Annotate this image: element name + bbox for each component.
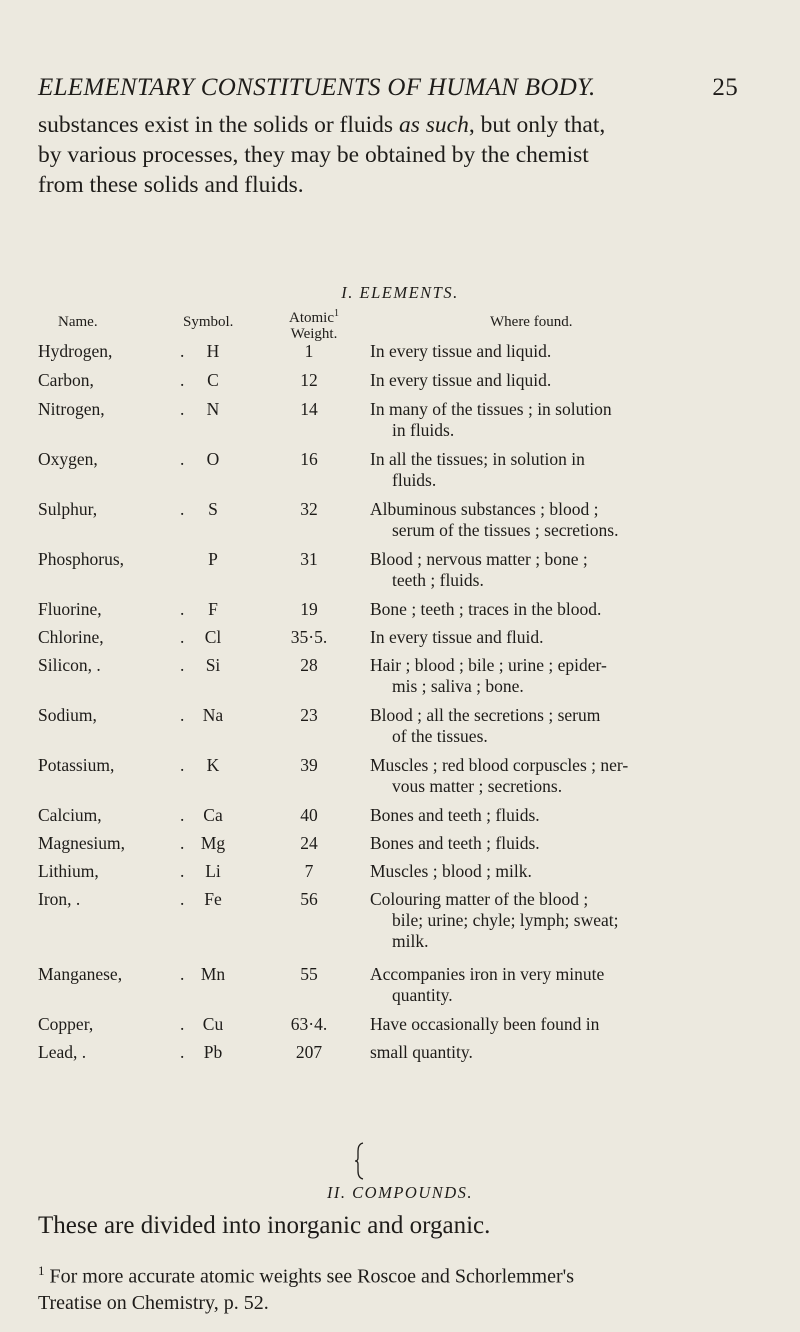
atomic-weight: 14 [300, 399, 318, 419]
where-found [370, 805, 754, 826]
where-found-line: In all the tissues; in solution in [370, 449, 585, 469]
atomic-weight: 39 [300, 755, 318, 775]
where-found [370, 861, 754, 882]
atomic-weight: 19 [300, 599, 318, 619]
element-symbol: Pb [203, 1042, 223, 1062]
where-found-line: Bones and teeth ; fluids. [370, 833, 540, 853]
where-found-line: Bone ; teeth ; traces in the blood. [370, 599, 602, 619]
element-name: Lithium, [38, 861, 99, 881]
element-name: Iron, . [38, 889, 81, 909]
intro-line-2: by various processes, they may be obtained by the chemist [38, 142, 589, 168]
where-found-line: Bones and teeth ; fluids. [370, 805, 540, 825]
element-symbol: Si [205, 655, 221, 675]
atomic-weight: 16 [300, 449, 318, 469]
footnote: $^1$ For more accurate atomic weights see Roscoe and Schorlemmer's Treatise on Chemistry, p. 52. [38, 1263, 575, 1314]
where-found-line: In every tissue and liquid. [370, 341, 552, 361]
element-name: Carbon, [38, 370, 94, 390]
atomic-weight: 63·4. [290, 1014, 328, 1034]
leader-dot: . [180, 755, 185, 775]
where-found-line: mis ; saliva ; bone. [392, 676, 524, 696]
where-found [370, 655, 754, 697]
section-title-compounds: II. COMPOUNDS. [326, 1183, 474, 1202]
atomic-weight: 40 [300, 805, 318, 825]
leader-dot: . [180, 1014, 185, 1034]
where-found-line: Blood ; all the secretions ; serum [370, 705, 601, 725]
element-symbol: F [208, 599, 218, 619]
atomic-weight: 23 [300, 705, 318, 725]
column-header-where: Where found. [490, 314, 573, 330]
element-name: Potassium, [38, 755, 115, 775]
column-header-symbol: Symbol. [183, 314, 234, 330]
where-found [370, 627, 754, 648]
element-name: Manganese, [38, 964, 123, 984]
where-found [370, 1042, 754, 1063]
intro-line-3: from these solids and fluids. [38, 172, 304, 198]
where-found [370, 705, 754, 747]
atomic-weight: 12 [300, 370, 318, 390]
element-symbol: Cl [204, 627, 222, 647]
atomic-weight: 32 [300, 499, 318, 519]
where-found [370, 499, 754, 541]
where-found [370, 889, 754, 952]
element-symbol: O [206, 449, 220, 469]
element-symbol: Na [202, 705, 224, 725]
where-found-line: Albuminous substances ; blood ; [370, 499, 599, 519]
element-symbol: K [206, 755, 220, 775]
leader-dot: . [180, 705, 185, 725]
atomic-weight: 7 [304, 861, 314, 881]
element-symbol: Li [205, 861, 221, 881]
leader-dot: . [180, 1042, 185, 1062]
where-found [370, 399, 754, 441]
where-found-line: Blood ; nervous matter ; bone ; [370, 549, 588, 569]
atomic-weight: 207 [295, 1042, 323, 1062]
leader-dot: . [180, 370, 185, 390]
compounds-text: These are divided into inorganic and organic. [38, 1212, 491, 1239]
element-name: Nitrogen, [38, 399, 105, 419]
section-title-elements: I. ELEMENTS. [341, 283, 459, 302]
element-name: Chlorine, [38, 627, 104, 647]
page-number: 25 [712, 74, 738, 101]
atomic-weight: 1 [304, 341, 314, 361]
footnote-mark: 1 [334, 308, 339, 319]
leader-dot: . [180, 499, 185, 519]
where-found [370, 370, 754, 391]
column-header-weight: Atomic$^1$ Weight. [289, 308, 339, 342]
where-found [370, 755, 754, 797]
where-found-line: Muscles ; red blood corpuscles ; ner- [370, 755, 629, 775]
where-found-line: Accompanies iron in very minute [370, 964, 605, 984]
footnote-number: 1 [38, 1263, 45, 1278]
where-found-line: In every tissue and fluid. [370, 627, 544, 647]
running-title: ELEMENTARY CONSTITUENTS OF HUMAN BODY. [38, 74, 596, 101]
where-found-line: In every tissue and liquid. [370, 370, 552, 390]
where-found [370, 599, 754, 620]
atomic-weight: 55 [300, 964, 318, 984]
element-symbol: Mn [200, 964, 226, 984]
where-found [370, 449, 754, 491]
where-found-line: Hair ; blood ; bile ; urine ; epider- [370, 655, 607, 675]
element-symbol: C [207, 370, 219, 390]
leader-dot: . [180, 889, 185, 909]
column-header-name: Name. [58, 314, 98, 330]
leader-dot: . [180, 449, 185, 469]
leader-dot: . [180, 861, 185, 881]
running-header [38, 74, 738, 102]
where-found [370, 549, 754, 591]
intro-line-1: substances exist in the solids or fluids as such, but only that, [38, 112, 606, 138]
where-found-line: Muscles ; blood ; milk. [370, 861, 532, 881]
where-found-line: bile; urine; chyle; lymph; sweat; [392, 910, 619, 930]
leader-dot: . [180, 833, 185, 853]
where-found-line: quantity. [392, 985, 453, 1005]
where-found-line: Colouring matter of the blood ; [370, 889, 589, 909]
where-found-line: vous matter ; secretions. [392, 776, 563, 796]
where-found-line: fluids. [392, 470, 437, 490]
where-found-line: teeth ; fluids. [392, 570, 484, 590]
where-found [370, 341, 754, 362]
atomic-weight: 35·5. [290, 627, 328, 647]
emphasis: as such [398, 112, 469, 138]
where-found-line: serum of the tissues ; secretions. [392, 520, 619, 540]
where-found [370, 964, 754, 1006]
leader-dot: . [180, 627, 185, 647]
element-name: Calcium, [38, 805, 102, 825]
leader-dot: . [180, 655, 185, 675]
atomic-weight: 28 [300, 655, 318, 675]
where-found [370, 833, 754, 854]
element-symbol: H [206, 341, 220, 361]
leader-dot: . [180, 805, 185, 825]
element-symbol: Mg [200, 833, 226, 853]
atomic-weight: 56 [300, 889, 318, 909]
element-name: Sulphur, [38, 499, 98, 519]
leader-dot: . [180, 964, 185, 984]
where-found-line: in fluids. [392, 420, 455, 440]
element-name: Hydrogen, [38, 341, 113, 361]
element-name: Oxygen, [38, 449, 98, 469]
element-name: Phosphorus, [38, 549, 125, 569]
where-found-line: small quantity. [370, 1042, 473, 1062]
brace-mark [354, 1141, 364, 1181]
element-name: Silicon, . [38, 655, 101, 675]
element-symbol: Ca [203, 805, 223, 825]
element-name: Sodium, [38, 705, 97, 725]
leader-dot: . [180, 399, 185, 419]
where-found-line: milk. [392, 931, 429, 951]
atomic-weight: 24 [300, 833, 318, 853]
element-symbol: S [208, 499, 218, 519]
element-symbol: Fe [204, 889, 222, 909]
element-name: Fluorine, [38, 599, 102, 619]
element-name: Copper, [38, 1014, 94, 1034]
where-found-line: In many of the tissues ; in solution [370, 399, 612, 419]
element-symbol: N [206, 399, 220, 419]
intro-paragraph [38, 110, 738, 200]
leader-dot: . [180, 341, 185, 361]
element-name: Lead, . [38, 1042, 87, 1062]
element-symbol: P [208, 549, 218, 569]
where-found [370, 1014, 754, 1035]
element-symbol: Cu [202, 1014, 224, 1034]
element-name: Magnesium, [38, 833, 126, 853]
where-found-line: Have occasionally been found in [370, 1014, 600, 1034]
where-found-line: of the tissues. [392, 726, 488, 746]
atomic-weight: 31 [300, 549, 318, 569]
leader-dot: . [180, 599, 185, 619]
